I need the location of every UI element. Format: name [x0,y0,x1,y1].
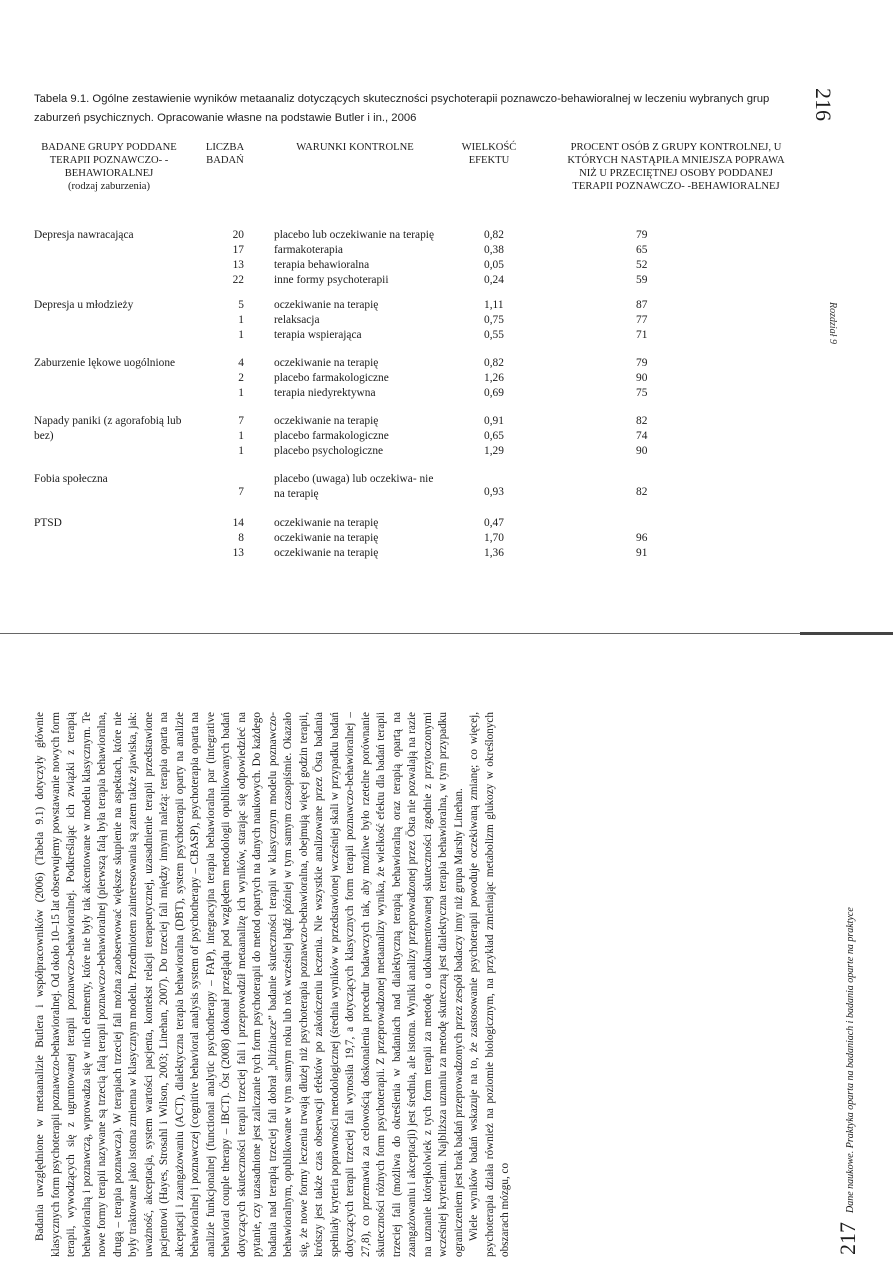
cell-eff: 1,36 [484,547,504,559]
table-row [34,298,834,313]
cell-eff: 0,82 [484,357,504,369]
running-head-bottom: Dane naukowe. Praktyka oparta na badaniach i badania oparte na praktyce [845,907,856,1213]
table-row [34,516,834,531]
table-row [34,371,834,386]
cell-cond: relaksacja [274,314,320,326]
cell-eff: 0,47 [484,517,504,529]
header-group-note: (rodzaj zaburzenia) [67,181,151,192]
table-row [34,414,834,429]
cell-n: 7 [238,486,244,498]
cell-eff: 0,75 [484,314,504,326]
cell-eff: 0,93 [484,486,504,498]
cell-n: 13 [232,259,244,271]
cell-n: 14 [232,517,244,529]
table-row [34,444,834,459]
paragraph: Badania uwzględnione w metaanalizie Butlera i współpracowników (2006) (Tabela 9.1) dotyczyły głównie klasycznych form psychoterapii poznawczo-behawioralnej. Od około 10–15 lat obserwujemy powstawanie nowych form terapii, wywodzących się z ugruntowanej terapii poznawczo-behawioralnej. Podkreślając ich związki z terapią behawioralną i poznawczą, wprowadza się w nich elementy, które nie były tak akcentowane w modelu klasycznym. Te nowe formy terapii nazywane są trzecią falą terapii poznawczo-behawioralnej (pierwszą falą była terapia behawioralna, drugą – terapia poznawcza). W terapiach trzeciej fali można zaobserwować większe skupienie na aspektach, które nie były traktowane jako istotna zmienna w klasycznym modelu. Przedmiotem zainteresowania są zatem także zjawiska, jak: uważność, akceptacja, system wartości pacjenta, kontekst relacji terapeutycznej, uzasadnienie terapii przedstawione pacjentowi (Hayes, Strosahl i Wilson, 2003; Linehan, 2007). Do trzeciej fali między innymi należą: terapia oparta na akceptacji i zaangażowaniu (ACT), dialektyczna terapia behawioralna (DBT), system psychoterapii oparty na analizie behawioralnej i poznawczej (cognitive behavioral analysis system of psychotherapy – CBASP), psychoterapia oparta na analizie funkcjonalnej (functional analytic psychotherapy – FAP), integracyjna terapia behawioralna par (integrative behavioral couple therapy – IBCT). Öst (2008) dokonał przeglądu pod względem metodologii opublikowanych badań dotyczących skuteczności terapii trzeciej fali i przeprowadził metaanalizę ich wyników, starając się odpowiedzieć na pytanie, czy uzasadnione jest zaliczanie tych form psychoterapii do metod opartych na danych naukowych. Do każdego badania nad terapią trzeciej fali dobrał „bliźniacze” badanie skuteczności terapii w klasycznym modelu poznawczo-behawioralnym, opublikowane w tym samym roku lub rok wcześniej bądź później w tym samym czasopiśmie. Okazało się, że nowe formy leczenia trwają dłużej niż psychoterapia poznawczo-behawioralna, obejmują więcej godzin terapii, krótszy jest także czas obserwacji efektów po zakończeniu leczenia. Nie wszystkie analizowane przez Östa badania spełniały kryteria poprawności metodologicznej (średnia wyników w przedstawionej wcześniej skali w przypadku badań dotyczących terapii trzeciej fali wynosiła 19,7, a dotyczących klasycznych form terapii poznawczo-behawioralnej – 27,8), co przemawia za celowością doskonalenia procedur badawczych tak, aby możliwe było rzetelne porównanie skuteczności różnych form psychoterapii. Z przeprowadzonej metaanalizy wynika, że wielkość efektu dla badań terapii trzeciej fali (możliwa do określenia w badaniach nad dialektyczną terapią behawioralną oraz terapią opartą na zaangażowaniu i akceptacji) jest średnia, ale istotna. Wyniki analizy przeprowadzonej przez Östa nie pozwalają na razie na uznanie którejkolwiek z tych form terapii za metodę o udokumentowanej skuteczności zgodnie z przytoczonymi wcześniej kryteriami. Najbliższa uznaniu za metodę skuteczną jest dialektyczna terapia behawioralna, w tym przypadku ograniczeniem jest brak badań przeprowadzonych przez zespół badaczy inny niż grupa Marshy Linehan. [34,712,465,1257]
cell-cond: terapia behawioralna [274,259,370,271]
page-number-bottom: 217 [835,1222,860,1255]
cell-eff: 0,69 [484,387,504,399]
cell-pct: 90 [636,445,648,457]
cell-n: 2 [238,372,244,384]
table-row [34,546,834,561]
cell-pct: 91 [636,547,648,559]
cell-n: 1 [238,329,244,341]
cell-cond: placebo farmakologiczne [274,372,389,384]
header-group: BADANE GRUPY PODDANE TERAPII POZNAWCZO- -BEHAWIORALNEJ (rodzaj zaburzenia) [34,141,184,193]
table-row [34,228,834,243]
cell-cond: farmakoterapia [274,244,343,256]
cell-n: 22 [232,274,244,286]
table-row [34,328,834,343]
cell-eff: 1,26 [484,372,504,384]
cell-cond: placebo psychologiczne [274,445,384,457]
table-row [34,273,834,288]
cell-cond: oczekiwanie na terapię [274,532,379,544]
page-divider [0,633,893,634]
table-row [34,356,834,371]
cell-eff: 0,65 [484,430,504,442]
cell-cond: oczekiwanie na terapię [274,547,379,559]
cell-pct: 90 [636,372,648,384]
cell-pct: 52 [636,259,648,271]
group-name: Napady paniki (z agorafobią lub bez) [34,415,182,442]
cell-n: 20 [232,229,244,241]
cell-n: 13 [232,547,244,559]
group-name: Fobia społeczna [34,473,108,485]
header-effect: WIELKOŚĆ EFEKTU [461,142,517,166]
cell-eff: 0,82 [484,229,504,241]
cell-cond: oczekiwanie na terapię [274,357,379,369]
cell-pct: 79 [636,229,648,241]
cell-pct: 59 [636,274,648,286]
cell-cond: oczekiwanie na terapię [274,415,379,427]
header-count: LICZBA BADAŃ [205,142,245,166]
group-name: PTSD [34,517,62,529]
cell-cond: placebo lub oczekiwanie na terapię [274,229,435,241]
table-row [34,313,834,328]
cell-pct: 96 [636,532,648,544]
page-divider-accent [800,632,893,635]
table-row [34,531,834,546]
cell-cond: oczekiwanie na terapię [274,299,379,311]
cell-pct: 79 [636,357,648,369]
cell-eff: 1,70 [484,532,504,544]
cell-pct: 74 [636,430,648,442]
cell-eff: 1,11 [484,299,504,311]
cell-cond: placebo (uwaga) lub oczekiwa- nie na terapię [274,473,434,500]
cell-pct: 82 [636,415,648,427]
table-row [34,258,834,273]
cell-pct: 65 [636,244,648,256]
group-name: Depresja nawracająca [34,229,134,241]
cell-n: 17 [232,244,244,256]
paragraph: Wiele wyników badań wskazuje na to, że zastosowanie psychoterapii powoduje oczekiwaną zmianę; co więcej, psychoterapia działa również na poziomie biologicznym, na przykład zmieniając metabolizm glukozy w określonych obszarach mózgu, co [468,712,511,1257]
group-name: Depresja u młodzieży [34,299,134,311]
table-row [34,386,834,401]
cell-n: 7 [238,415,244,427]
header-condition: WARUNKI KONTROLNE [296,142,414,153]
cell-eff: 1,29 [484,445,504,457]
cell-n: 1 [238,314,244,326]
cell-pct: 75 [636,387,648,399]
table-row [34,243,834,258]
cell-eff: 0,38 [484,244,504,256]
cell-n: 8 [238,532,244,544]
cell-eff: 0,91 [484,415,504,427]
cell-n: 1 [238,445,244,457]
cell-n: 4 [238,357,244,369]
cell-eff: 0,05 [484,259,504,271]
cell-cond: placebo farmakologiczne [274,430,389,442]
cell-pct: 71 [636,329,648,341]
table-caption: Tabela 9.1. Ogólne zestawienie wyników metaanaliz dotyczących skuteczności psychoterapii poznawczo-behawioralnej w leczeniu wybranych grup zaburzeń psychicznych. Opracowanie własne na podstawie Butler i in., 2006 [34,93,770,124]
cell-n: 1 [238,387,244,399]
body-text [33,712,803,1257]
header-percent: PROCENT OSÓB Z GRUPY KONTROLNEJ, U KTÓRYCH NASTĄPIŁA MNIEJSZA POPRAWA NIŻ U PRZECIĘTNEJ OSOBY PODDANEJ TERAPII POZNAWCZO- -BEHAWIORALNEJ [567,142,785,192]
cell-pct: 77 [636,314,648,326]
cell-pct: 82 [636,486,648,498]
page-number-top: 216 [811,88,836,121]
cell-cond: inne formy psychoterapii [274,274,389,286]
cell-cond: oczekiwanie na terapię [274,517,379,529]
cell-cond: terapia niedyrektywna [274,387,376,399]
running-head-top: Rozdział 9 [827,302,838,344]
cell-cond: terapia wspierająca [274,329,362,341]
table-row [34,429,834,444]
group-name: Zaburzenie lękowe uogólnione [34,357,176,369]
lower-page [0,650,893,1263]
cell-n: 1 [238,430,244,442]
cell-eff: 0,24 [484,274,504,286]
cell-pct: 87 [636,299,648,311]
cell-eff: 0,55 [484,329,504,341]
cell-n: 5 [238,299,244,311]
